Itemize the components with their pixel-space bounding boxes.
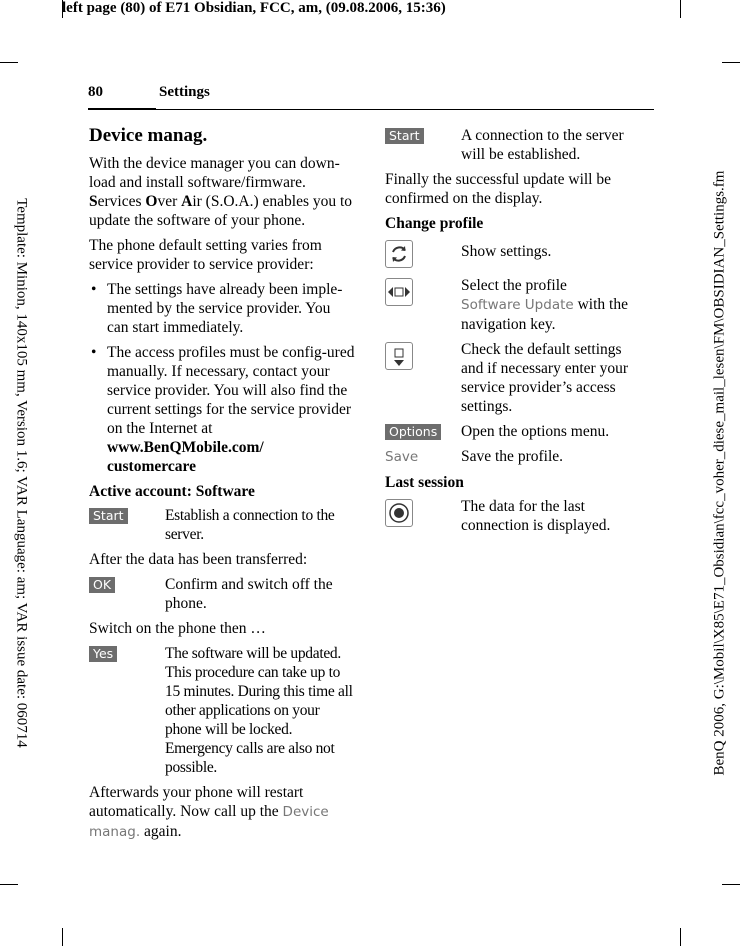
key-description: Show settings. xyxy=(461,243,552,260)
key-description: The data for the last connection is displayed. xyxy=(461,498,611,534)
key-row xyxy=(385,447,645,467)
key-row xyxy=(89,644,355,777)
right-column xyxy=(385,126,645,541)
key-row xyxy=(385,276,645,334)
crop-mark xyxy=(680,928,681,946)
bullet-item: • The settings have already been imple-mented by the service provider. You can start immediately. xyxy=(91,281,343,336)
software-update-item[interactable]: Software Update xyxy=(461,297,574,313)
crop-mark xyxy=(0,62,18,63)
options-softkey[interactable]: Options xyxy=(385,424,441,440)
afterwards-paragraph: Afterwards your phone will restart automatically. Now call up the Device manag. again. xyxy=(89,784,329,840)
start-softkey[interactable]: Start xyxy=(89,508,128,524)
sota-paragraph: Services Over Air (S.O.A.) enables you to update the software of your phone. xyxy=(89,193,353,229)
print-header: left page (80) of E71 Obsidian, FCC, am, (09.08.2006, 15:36) xyxy=(62,0,446,16)
side-file-path: BenQ 2006, G:\Mobil\X85\E71_Obsidian\fcc_voher_diese_mail_lesen\FM\OBSIDIAN_Settings.fm xyxy=(711,170,728,776)
key-row xyxy=(385,340,645,416)
key-description: A connection to the server will be established. xyxy=(461,127,624,163)
key-row xyxy=(89,575,355,613)
finally-paragraph: Finally the successful update will be confirmed on the display. xyxy=(385,171,611,207)
crop-mark xyxy=(722,62,740,63)
key-row xyxy=(385,126,645,164)
default-setting-paragraph: The phone default setting varies from service provider to service provider: xyxy=(89,237,322,273)
page-number: 80 xyxy=(88,84,103,100)
left-column xyxy=(89,124,355,848)
switch-on-text: Switch on the phone then … xyxy=(89,620,266,637)
subheading-change-profile: Change profile xyxy=(385,215,484,232)
ok-softkey[interactable]: OK xyxy=(89,577,115,593)
key-description: Save the profile. xyxy=(461,448,564,465)
nav-down-icon[interactable] xyxy=(385,342,413,370)
key-row xyxy=(385,238,645,268)
save-softkey[interactable]: Save xyxy=(385,449,419,465)
runhead-rule xyxy=(88,109,654,110)
yes-softkey[interactable]: Yes xyxy=(89,646,117,662)
key-description: The software will be updated. This procedure can take up to 15 minutes. During this time all other applications on your phone will be locked. Emergency calls are also not possible. xyxy=(165,645,353,776)
after-transfer-text: After the data has been transferred: xyxy=(89,551,308,568)
key-description: Confirm and switch off the phone. xyxy=(165,576,333,612)
bullet-item: • The access profiles must be config-ured manually. If necessary, contact your service provider. You will also find the current settings for the service provider on the Internet at www.BenQMobile.com/ customercare xyxy=(91,344,355,475)
support-url[interactable]: www.BenQMobile.com/ customercare xyxy=(107,439,264,475)
key-description: Open the options menu. xyxy=(461,423,610,440)
crop-mark xyxy=(680,0,681,18)
key-description: Establish a connection to the server. xyxy=(165,507,335,543)
key-description: Select the profile Software Update with the navigation key. xyxy=(461,277,628,333)
crop-mark xyxy=(62,928,63,946)
side-template-info: Template: Minion, 140x105 mm, Version 1.6; VAR Language: am; VAR issue date: 060714 xyxy=(13,198,30,748)
nav-center-icon[interactable] xyxy=(385,499,413,527)
key-description: Check the default settings and if necessary enter your service provider’s access settings. xyxy=(461,341,628,415)
key-row xyxy=(385,497,645,535)
subheading-last-session: Last session xyxy=(385,474,464,491)
section-title: Settings xyxy=(159,84,210,100)
key-row xyxy=(89,506,355,544)
intro-paragraph: With the device manager you can down-load and install software/firmware. xyxy=(89,155,340,191)
section-heading: Device manag. xyxy=(89,125,208,146)
crop-mark xyxy=(0,884,18,885)
nav-left-right-icon[interactable] xyxy=(385,278,413,306)
device-manag-link[interactable]: Device manag. xyxy=(89,804,329,840)
nav-refresh-icon[interactable] xyxy=(385,240,413,268)
key-row xyxy=(385,422,645,441)
crop-mark xyxy=(722,884,740,885)
subheading-active-account: Active account: Software xyxy=(89,483,255,500)
start-softkey[interactable]: Start xyxy=(385,128,424,144)
